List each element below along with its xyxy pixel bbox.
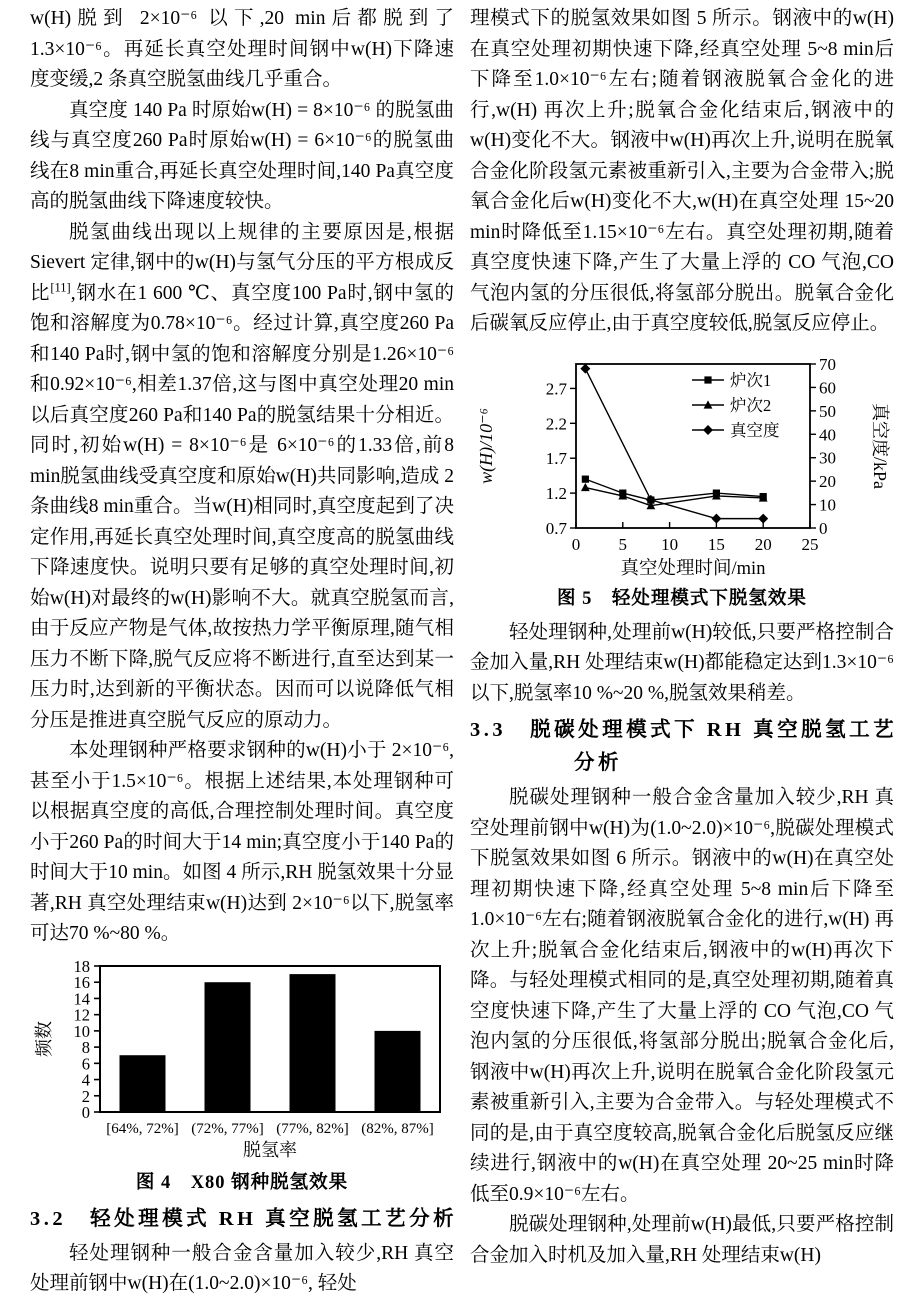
figure5-chart: [470, 352, 894, 582]
svg-text:5: 5: [618, 534, 628, 554]
right-column: [470, 4, 898, 1307]
svg-text:14: 14: [73, 988, 90, 1008]
legend: [692, 371, 780, 440]
figure4-caption: 图 4 X80 钢种脱氢效果: [135, 1172, 349, 1193]
paragraph-sievert-law-part1: 脱氢曲线出现以上规律的主要原因是,根据 Sievert 定律,钢中的w(H)与氢气分压的平方根成反比: [30, 221, 454, 304]
svg-text:(72%, 77%]: (72%, 77%]: [191, 1120, 264, 1137]
svg-text:12: 12: [73, 1005, 90, 1025]
svg-text:18: 18: [73, 959, 90, 976]
bar-series: [120, 974, 421, 1112]
paragraph-process-requirements: 本处理钢种严格要求钢种的w(H)小于 2×10⁻⁶,甚至小于1.5×10⁻⁶。根据上述结果,本处理钢种可以根据真空度的高低,合理控制处理时间。真空度小于260 Pa的时间大于14 min;真空度小于140 Pa的时间大于10 min。如图 4 所示,RH 脱氢效果十分显著,RH 真空处理结束w(H)达到 2×10⁻⁶以下,脱氢率可达70 %~80 %。: [30, 740, 454, 944]
figure4-chart-svg: [34, 960, 450, 1166]
figure4: [30, 960, 454, 1198]
svg-text:10: 10: [819, 495, 836, 515]
svg-text:0.7: 0.7: [545, 518, 567, 538]
svg-text:50: 50: [819, 401, 836, 421]
figure5-chart-svg: [470, 352, 900, 582]
svg-text:频数: 频数: [34, 1020, 54, 1057]
svg-text:1.7: 1.7: [545, 448, 567, 468]
svg-text:70: 70: [819, 354, 836, 374]
heading-section-3-2: 3.2 轻处理模式 RH 真空脱氢工艺分析: [30, 1207, 458, 1230]
svg-text:10: 10: [661, 534, 679, 554]
svg-text:40: 40: [819, 424, 836, 444]
svg-text:25: 25: [801, 534, 819, 554]
figure5: [470, 352, 894, 614]
svg-text:脱氢率: 脱氢率: [243, 1139, 297, 1160]
heading-section-3-3-line2: 分析: [574, 752, 622, 774]
svg-text:2: 2: [81, 1086, 90, 1106]
svg-text:30: 30: [819, 448, 836, 468]
svg-text:2.7: 2.7: [545, 378, 567, 398]
svg-text:0: 0: [571, 534, 581, 554]
left-column: [30, 4, 458, 1307]
svg-text:8: 8: [81, 1037, 90, 1057]
heading-section-3-3-line1: 3.3 脱碳处理模式下 RH 真空脱氢工艺: [470, 719, 898, 741]
svg-text:16: 16: [73, 972, 90, 992]
paragraph-light-treatment-summary: 轻处理钢种,处理前w(H)较低,只要严格控制合金加入量,RH 处理结束w(H)都能稳定达到1.3×10⁻⁶以下,脱氢率10 %~20 %,脱氢效果稍差。: [470, 621, 894, 704]
figure5-caption: 图 5 轻处理模式下脱氢效果: [557, 588, 807, 609]
svg-text:(82%, 87%]: (82%, 87%]: [361, 1120, 434, 1137]
svg-text:6: 6: [81, 1053, 90, 1073]
svg-text:(77%, 82%]: (77%, 82%]: [276, 1120, 349, 1137]
paragraph-sievert-law: [30, 218, 454, 737]
figure4-chart: [30, 960, 454, 1166]
svg-text:真空度/kPa: 真空度/kPa: [870, 402, 890, 489]
svg-text:炉次1: 炉次1: [730, 370, 772, 390]
svg-text:20: 20: [819, 471, 836, 491]
svg-text:15: 15: [707, 534, 725, 554]
series-square: [582, 475, 767, 503]
svg-text:0: 0: [819, 518, 828, 538]
paragraph-sievert-law-part2: ,钢水在1 600 ℃、真空度100 Pa时,钢中氢的饱和溶解度为0.78×10⁻⁶。经过计算,真空度260 Pa和140 Pa时,钢中氢的饱和溶解度分别是1.26×10⁻⁶和0.92×10⁻⁶,相差1.37倍,这与图中真空处理20 min以后真空度260 Pa和140 Pa的脱氢结果十分相近。同时,初始w(H) = 8×10⁻⁶是 6×10⁻⁶的1.33倍,前8 min脱氢曲线受真空度和原始w(H)共同影响,造成 2 条曲线8 min重合。当w(H)相同时,真空度起到了决定作用,再延长真空处理时间,真空度高的脱氢曲线下降速度快。说明只要有足够的真空处理时间,初始w(H)对最终的w(H)影响不大。就真空脱氢而言,由于反应产物是气体,故按热力学平衡原理,随气相压力不断下降,脱气反应将不断进行,直至达到某一压力时,达到新的平衡状态。因而可以说降低气相分压是推进真空脱气反应的原动力。: [30, 282, 454, 731]
paragraph-dehydrogenation-result: w(H)脱到 2×10⁻⁶ 以下,20 min后都脱到了1.3×10⁻⁶。再延长真空处理时间钢中w(H)下降速度变缓,2 条真空脱氢曲线几乎重合。: [30, 8, 454, 90]
svg-text:w(H)/10⁻⁶: w(H)/10⁻⁶: [476, 407, 496, 484]
paragraph-decarburization-mode: 脱碳处理钢种一般合金含量加入较少,RH 真空处理前钢中w(H)为(1.0~2.0)×10⁻⁶,脱碳处理模式下脱氢效果如图 6 所示。钢液中的w(H)在真空处理初期快速下降,经真空处理 5~8 min后下降至1.0×10⁻⁶左右;随着钢液脱氧合金化的进行,w(H) 再次上升;脱氧合金化结束后,钢液中的w(H)再次下降。与轻处理模式相同的是,真空处理初期,随着真空度快速下降,产生了大量上浮的 CO 气泡,CO 气泡内氢的分压很低,将氢部分脱出;脱氧合金化后,钢液中w(H)再次上升,说明在脱氧合金化阶段氢元素被重新引入,主要为合金带入。与轻处理模式不同的是,由于真空度较高,脱氧合金化后脱氢反应继续进行,钢液中的w(H)在真空处理 20~25 min时降低至0.9×10⁻⁶左右。: [470, 787, 894, 1205]
svg-text:炉次2: 炉次2: [730, 395, 772, 415]
svg-text:2.2: 2.2: [545, 413, 567, 433]
svg-text:1.2: 1.2: [545, 483, 567, 503]
paragraph-decarburization-summary: 脱碳处理钢种,处理前w(H)最低,只要严格控制合金加入时机及加入量,RH 处理结束w(H): [470, 1214, 894, 1266]
citation-ref-11: [11]: [50, 280, 71, 294]
paragraph-light-treatment-intro: 轻处理钢种一般合金含量加入较少,RH 真空处理前钢中w(H)在(1.0~2.0)×10⁻⁶, 轻处: [30, 1242, 454, 1294]
svg-text:20: 20: [754, 534, 772, 554]
paragraph-vacuum-140pa-260pa: 真空度 140 Pa 时原始w(H) = 8×10⁻⁶ 的脱氢曲线与真空度260 Pa时原始w(H) = 6×10⁻⁶的脱氢曲线在8 min重合,再延长真空处理时间,140 Pa真空度高的脱氢曲线下降速度较快。: [30, 99, 454, 212]
svg-text:0: 0: [81, 1102, 90, 1122]
svg-text:真空度: 真空度: [730, 420, 780, 440]
svg-text:4: 4: [81, 1070, 90, 1090]
series-triangle: [581, 482, 768, 508]
svg-text:60: 60: [819, 377, 836, 397]
svg-text:10: 10: [73, 1021, 90, 1041]
paragraph-light-mode-effect: 理模式下的脱氢效果如图 5 所示。钢液中的w(H)在真空处理初期快速下降,经真空处理 5~8 min后下降至1.0×10⁻⁶左右;随着钢液脱氧合金化的进行,w(H) 再次上升;脱氧合金化结束后,钢液中的w(H)变化不大。钢液中w(H)再次上升,说明在脱氧合金化阶段氢元素被重新引入,主要为合金带入;脱氧合金化后w(H)变化不大,w(H)在真空处理 15~20 min时降低至1.15×10⁻⁶左右。真空处理初期,随着真空度快速下降,产生了大量上浮的 CO 气泡,CO 气泡内氢的分压很低,将氢部分脱出。脱氧合金化后碳氧反应停止,由于真空度较低,脱氢反应停止。: [470, 8, 894, 334]
svg-text:真空处理时间/min: 真空处理时间/min: [620, 558, 766, 579]
svg-text:[64%, 72%]: [64%, 72%]: [106, 1120, 179, 1137]
